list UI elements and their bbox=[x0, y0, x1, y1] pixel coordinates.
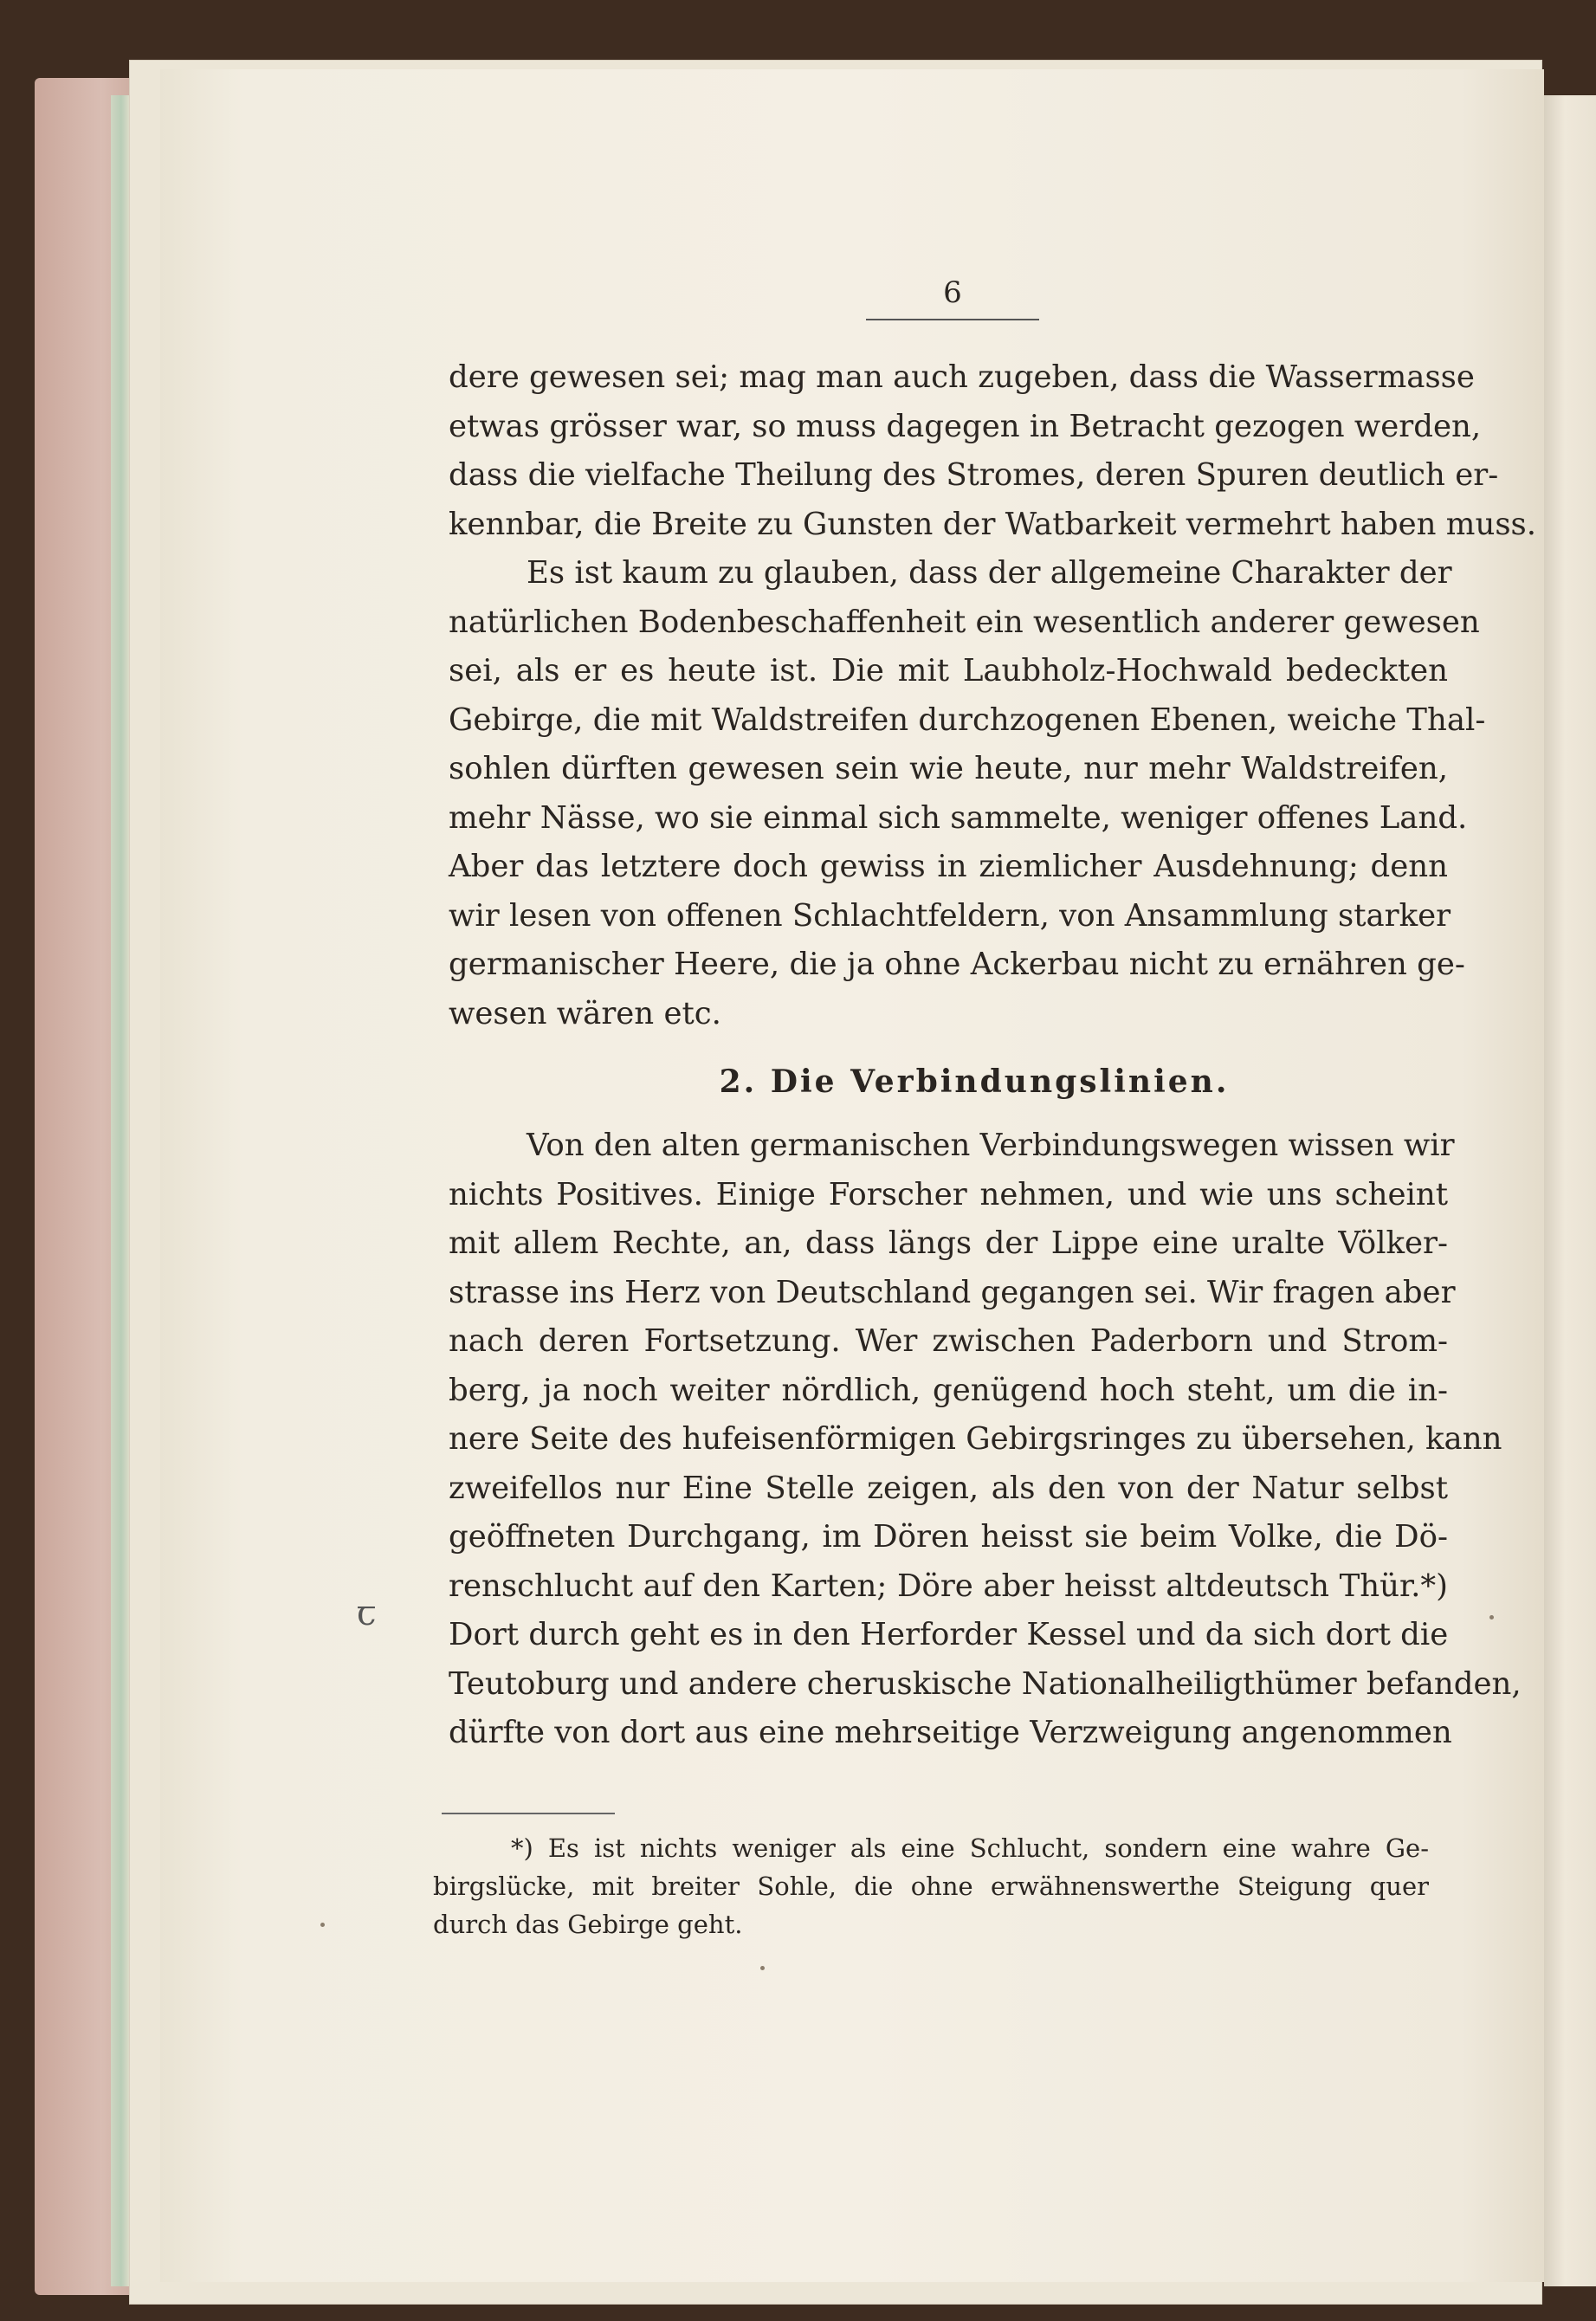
text-line: wesen wären etc. bbox=[449, 995, 721, 1031]
header-rule bbox=[866, 319, 1039, 320]
page-number: 6 bbox=[943, 275, 962, 310]
text-line: Von den alten germanischen Verbindungswegen wissen wir bbox=[527, 1128, 1455, 1163]
footnote-rule bbox=[442, 1813, 615, 1814]
paragraph-verbindungslinien bbox=[449, 1122, 1522, 1758]
paper-speck bbox=[760, 1966, 765, 1970]
paragraph-continuation bbox=[449, 353, 1537, 1038]
text-line: durch das Gebirge geht. bbox=[433, 1910, 743, 1939]
text-line: dürfte von dort aus eine mehrseitige Verzweigung angenommen bbox=[449, 1715, 1452, 1750]
section-heading: 2. Die Verbindungslinien. bbox=[719, 1064, 1230, 1100]
text-line: berg, ja noch weiter nördlich, genügend hoch steht, um die in- bbox=[449, 1372, 1448, 1408]
text-line: dere gewesen sei; mag man auch zugeben, dass die Wassermasse bbox=[449, 359, 1475, 395]
text-line: birgslücke, mit breiter Sohle, die ohne erwähnenswerthe Steigung quer bbox=[433, 1872, 1429, 1901]
facing-page-edge bbox=[1544, 95, 1596, 2286]
text-line: etwas grösser war, so muss dagegen in Betracht gezogen werden, bbox=[449, 408, 1482, 444]
text-line: geöffneten Durchgang, im Dören heisst sie beim Volke, die Dö- bbox=[449, 1519, 1448, 1555]
text-line: strasse ins Herz von Deutschland gegangen sei. Wir fragen aber bbox=[449, 1274, 1456, 1310]
text-line: *) Es ist nichts weniger als eine Schlucht, sondern eine wahre Ge- bbox=[511, 1833, 1429, 1863]
text-line: Dort durch geht es in den Herforder Kessel und da sich dort die bbox=[449, 1617, 1449, 1652]
paper-speck bbox=[320, 1923, 325, 1927]
text-line: Es ist kaum zu glauben, dass der allgemeine Charakter der bbox=[527, 555, 1452, 591]
text-line: kennbar, die Breite zu Gunsten der Watbarkeit vermehrt haben muss. bbox=[449, 506, 1537, 542]
text-line: Gebirge, die mit Waldstreifen durchzogenen Ebenen, weiche Thal- bbox=[449, 701, 1486, 738]
text-line: Teutoburg und andere cheruskische Nationalheiligthümer befanden, bbox=[449, 1665, 1522, 1702]
paper-speck bbox=[1489, 1615, 1494, 1620]
margin-pencil-mark: ꞇ bbox=[357, 1594, 377, 1633]
text-line: nichts Positives. Einige Forscher nehmen, und wie uns scheint bbox=[449, 1176, 1448, 1212]
book-spine-edge bbox=[111, 95, 132, 2286]
body-text bbox=[449, 353, 1537, 1758]
text-line: germanischer Heere, die ja ohne Ackerbau nicht zu ernähren ge- bbox=[449, 947, 1465, 982]
text-line: zweifellos nur Eine Stelle zeigen, als den von der Natur selbst bbox=[449, 1470, 1448, 1506]
text-line: renschlucht auf den Karten; Döre aber heisst altdeutsch Thür.*) bbox=[449, 1568, 1448, 1604]
text-line: wir lesen von offenen Schlachtfeldern, von Ansammlung starker bbox=[449, 897, 1451, 934]
text-line: sohlen dürften gewesen sein wie heute, nur mehr Waldstreifen, bbox=[449, 751, 1448, 786]
footnote bbox=[433, 1829, 1429, 1943]
text-line: nach deren Fortsetzung. Wer zwischen Paderborn und Strom- bbox=[449, 1323, 1448, 1359]
text-line: mehr Nässe, wo sie einmal sich sammelte, weniger offenes Land. bbox=[449, 799, 1468, 836]
text-line: Aber das letztere doch gewiss in ziemlicher Ausdehnung; denn bbox=[449, 849, 1448, 884]
text-line: sei, als er es heute ist. Die mit Laubholz-Hochwald bedeckten bbox=[449, 653, 1448, 689]
text-line: natürlichen Bodenbeschaffenheit ein wesentlich anderer gewesen bbox=[449, 604, 1480, 640]
text-line: nere Seite des hufeisenförmigen Gebirgsringes zu übersehen, kann bbox=[449, 1421, 1502, 1457]
text-line: mit allem Rechte, an, dass längs der Lippe eine uralte Völker- bbox=[449, 1225, 1448, 1261]
text-line: dass die vielfache Theilung des Stromes, deren Spuren deutlich er- bbox=[449, 457, 1499, 493]
